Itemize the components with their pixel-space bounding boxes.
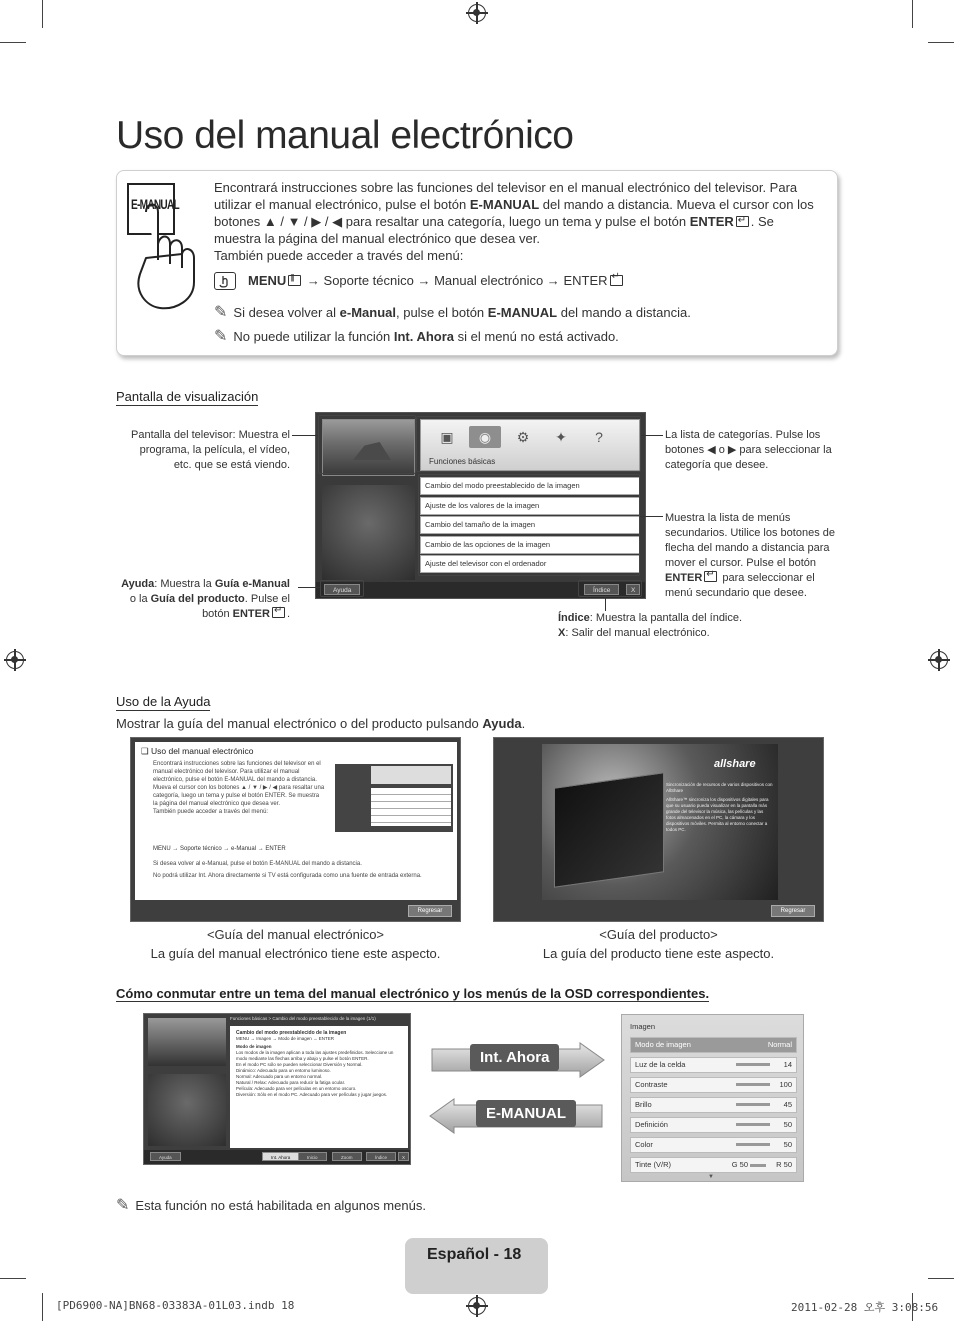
caption-right-title: <Guía del producto> xyxy=(599,927,718,942)
note-text: : Salir del manual electrónico. xyxy=(565,627,710,639)
e-manual-label: E-MANUAL xyxy=(476,1100,576,1127)
note-text-strong: e-Manual xyxy=(339,304,396,320)
help-text-strong: Ayuda xyxy=(482,716,522,731)
note-strong: ENTER xyxy=(665,572,703,584)
note-line xyxy=(214,302,691,322)
menu-label: MENU xyxy=(248,273,287,288)
exit-button[interactable]: X xyxy=(626,584,640,595)
osd-row[interactable] xyxy=(630,1057,797,1073)
emanual-guide-screenshot xyxy=(130,737,461,922)
product-guide-image xyxy=(542,744,778,900)
osd-row-value: 50 xyxy=(783,1140,792,1149)
topic-menu-path: MENU → Imagen → Modo de imagen → ENTER xyxy=(236,1036,335,1041)
category-icon[interactable]: ▣ xyxy=(440,428,454,445)
category-icon[interactable]: ✦ xyxy=(555,428,567,445)
note-strong: Guía e-Manual xyxy=(214,578,290,590)
osd-tint-g: G 50 xyxy=(731,1160,748,1169)
topic-bullet: Película: Adecuado para ver películas en un entorno oscuro. xyxy=(236,1086,357,1091)
osd-row-label: Color xyxy=(635,1140,653,1149)
osd-row-label: Definición xyxy=(635,1120,668,1129)
help-note: Ayuda: Muestra la Guía e-Manual o la Guía del producto. Pulse el botón ENTER↵ . xyxy=(118,577,290,622)
note-text: No puede utilizar la función xyxy=(233,328,394,344)
tv-illustration xyxy=(554,772,664,887)
help-button[interactable]: Ayuda xyxy=(324,584,360,595)
guide-body-text: Encontrará instrucciones sobre las funciones del televisor en el manual electrónico del televisor. Para utilizar el manual electrónico, pulse el botón E-MANUAL del mando a distancia. Mueva el cursor con los botones ▲ / ▼ / ▶ / ◀ para resaltar una categoría, luego un tema y pulse el botón ENTER. Se muestra la página del manual electrónico que desea ver. xyxy=(153,761,325,807)
guide-thumbnail xyxy=(335,764,453,832)
topic-bullet: Diversión: Sólo en el modo PC. Adecuado para ver películas y jugar juegos. xyxy=(236,1092,388,1097)
arrow-left-shape xyxy=(428,1098,604,1134)
index-button[interactable]: Índice xyxy=(366,1152,396,1161)
osd-row[interactable] xyxy=(630,1137,797,1153)
crop-mark xyxy=(42,1293,43,1321)
leader-line xyxy=(641,435,663,436)
note-text: Esta función no está habilitada en algunos menús. xyxy=(135,1197,426,1213)
thumb-category xyxy=(371,766,451,784)
crop-mark xyxy=(928,1278,954,1279)
callout-frame xyxy=(318,415,416,474)
guide-body-text: También puede acceder a través del menú: xyxy=(153,809,269,815)
allshare-logo: allshare xyxy=(714,758,756,770)
product-guide-text xyxy=(666,782,774,833)
osd-title: Imagen xyxy=(630,1022,656,1031)
topic-subtitle: Modo de imagen xyxy=(236,1044,272,1049)
categories-note: La lista de categorías. Pulse los botones ◀ o ▶ para seleccionar la categoría que desee. xyxy=(665,429,832,471)
topic-pc-note: En el modo PC sólo se pueden seleccionar Diversión y Normal. xyxy=(236,1062,363,1067)
registration-mark-icon xyxy=(930,651,948,669)
guide-page xyxy=(135,742,457,900)
guide-notes xyxy=(153,860,445,880)
category-icon[interactable]: ⚙ xyxy=(516,428,530,445)
intro-text: del mando a distancia. Mueva el cursor con los botones ▲ / ▼ / ▶ / ◀ para resaltar una categoría, luego un tema y pulse el botón xyxy=(214,197,814,229)
note-text-strong: Int. Ahora xyxy=(393,328,455,344)
submenu-item[interactable]: Cambio del tamaño de la imagen xyxy=(420,516,640,534)
help-text: . xyxy=(521,716,526,731)
osd-slider xyxy=(736,1063,770,1066)
intro-paragraph xyxy=(214,179,820,264)
menu-path xyxy=(248,273,625,288)
section-heading-help: Uso de la Ayuda xyxy=(116,694,211,709)
category-icon[interactable]: ? xyxy=(595,429,603,445)
registration-mark-icon xyxy=(468,1297,486,1315)
note-text-strong: E-MANUAL xyxy=(487,304,558,320)
osd-tint-r: R 50 xyxy=(776,1160,792,1169)
callout-frame xyxy=(578,580,642,597)
int-ahora-button[interactable]: Int. Ahora xyxy=(262,1152,299,1161)
category-label: Funciones básicas xyxy=(429,457,496,466)
intro-text-strong: ENTER xyxy=(689,214,734,229)
leader-line xyxy=(298,587,320,588)
emanual-topic-screenshot xyxy=(143,1013,411,1165)
guide-note: Si desea volver al e-Manual, pulse el botón E-MANUAL del mando a distancia. xyxy=(153,861,362,867)
guide-body xyxy=(153,760,325,816)
arrow-right-shape xyxy=(430,1042,606,1078)
intro-menu-lead: También puede acceder a través del menú: xyxy=(214,248,464,263)
osd-row[interactable] xyxy=(630,1117,797,1133)
crop-mark xyxy=(0,1278,26,1279)
osd-row-value: Normal xyxy=(767,1040,792,1049)
registration-mark-icon xyxy=(468,4,486,22)
osd-row-label: Tinte (V/R) xyxy=(635,1160,671,1169)
topic-bullet: Natural / Relax: Adecuado para reducir la fatiga ocular. xyxy=(236,1080,346,1085)
help-paragraph xyxy=(116,716,525,731)
note-strong: Ayuda xyxy=(121,578,155,590)
print-date-info: 2011-02-28 오후 3:08:56 xyxy=(791,1301,939,1314)
topic-bullet: Normal: Adecuado para un entorno normal. xyxy=(236,1074,323,1079)
enter-icon xyxy=(736,216,749,227)
enter-label: ENTER xyxy=(563,273,608,288)
leader-line xyxy=(292,435,318,436)
submenu-item[interactable]: Cambio de las opciones de la imagen xyxy=(420,536,640,554)
page-number-badge: Español - 18 xyxy=(405,1238,548,1294)
home-button[interactable]: Inicio xyxy=(298,1152,327,1161)
submenu-item[interactable]: Ajuste de los valores de la imagen xyxy=(420,497,640,515)
note-text: : Muestra la pantalla del índice. xyxy=(589,612,743,624)
guide-menu-path: MENU → Soporte técnico → e-Manual → ENTER xyxy=(153,846,286,852)
menu-icon xyxy=(288,275,301,286)
osd-slider xyxy=(736,1143,770,1146)
osd-row-value: 14 xyxy=(783,1060,792,1069)
crop-mark xyxy=(928,42,954,43)
index-button[interactable]: Índice xyxy=(584,584,619,595)
topic-title: Cambio del modo preestablecido de la imagen xyxy=(236,1030,347,1036)
registration-mark-icon xyxy=(6,651,24,669)
osd-row-mode[interactable] xyxy=(630,1037,797,1053)
guide-note: No podrá utilizar Int. Ahora directamente si TV está configurada como una fuente de entrada externa. xyxy=(153,873,422,879)
osd-row-label: Modo de imagen xyxy=(635,1040,691,1049)
note-text: Muestra la lista de menús secundarios. Utilice los botones de flecha del mando a distancia para mover el cursor. Pulse el botón xyxy=(665,512,835,569)
osd-row-value: 100 xyxy=(779,1080,792,1089)
crop-mark xyxy=(42,0,43,28)
note-strong: Guía del producto xyxy=(150,593,245,605)
osd-row[interactable] xyxy=(630,1077,797,1093)
note-strong: Índice xyxy=(558,612,590,624)
osd-slider xyxy=(736,1103,770,1106)
note-text: : Muestra la xyxy=(154,578,215,590)
zoom-button[interactable]: Zoom xyxy=(332,1152,362,1161)
submenu-item[interactable]: Ajuste del televisor con el ordenador xyxy=(420,555,640,573)
leader-line xyxy=(605,597,606,611)
tv-illustration xyxy=(322,485,415,580)
osd-row-label: Brillo xyxy=(635,1100,652,1109)
crop-mark xyxy=(912,0,913,28)
tv-picture-thumbnail xyxy=(148,1018,226,1066)
category-icon[interactable]: ◉ xyxy=(469,426,501,448)
osd-row-value: 50 xyxy=(783,1120,792,1129)
thumb-list xyxy=(371,788,451,826)
note-text: del mando a distancia. xyxy=(557,304,691,320)
intro-text: . Se muestra la página del manual electrónico que desea ver. xyxy=(214,214,774,246)
hand-touch-icon xyxy=(214,272,236,290)
leader-line xyxy=(640,516,663,517)
return-button[interactable]: Regresar xyxy=(408,905,452,917)
hand-remote-icon xyxy=(126,182,204,312)
e-manual-label: E-MANUAL xyxy=(131,196,179,212)
osd-row-tint[interactable] xyxy=(630,1157,797,1173)
osd-picture-menu xyxy=(621,1014,804,1182)
note-strong: ENTER xyxy=(232,608,270,620)
scroll-down-icon[interactable]: ▼ xyxy=(708,1174,714,1180)
submenu-note xyxy=(665,511,843,601)
topic-page xyxy=(230,1026,408,1148)
section-heading-switch: Cómo conmutar entre un tema del manual electrónico y los menús de la OSD correspondientes. xyxy=(116,986,710,1001)
intro-text-strong: E-MANUAL xyxy=(469,197,540,212)
topic-bullet: Dinámico: Adecuado para un entorno luminoso. xyxy=(236,1068,331,1073)
guide-heading-text: Uso del manual electrónico xyxy=(150,746,254,756)
int-ahora-label: Int. Ahora xyxy=(470,1044,559,1071)
return-button[interactable]: Regresar xyxy=(771,905,815,917)
note-text: para seleccionar el menú secundario que desee. xyxy=(665,572,815,599)
guide-heading: ❑ Uso del manual electrónico xyxy=(141,746,254,756)
print-file-info: [PD6900-NA]BN68-03383A-01L03.indb 18 xyxy=(56,1299,295,1312)
section-heading-display: Pantalla de visualización xyxy=(116,389,259,404)
topic-bottom-bar xyxy=(144,1150,410,1164)
topic-description: Los modos de la imagen aplican a toda las ajustes predefinidos. Seleccione un modo mediante las flechas arriba y abajo y pulse el botón ENTER. xyxy=(236,1050,394,1061)
osd-row-label: Luz de la celda xyxy=(635,1060,686,1069)
note-text: o la xyxy=(129,593,151,605)
enter-icon xyxy=(610,275,623,286)
product-guide-headline: Sincronización de recursos de varios dispositivos con AllShare xyxy=(666,782,773,793)
callout-frame xyxy=(320,580,364,597)
note-text: . Pulse el botón xyxy=(202,593,290,620)
pencil-icon: ✎ xyxy=(116,1197,130,1214)
osd-row-label: Contraste xyxy=(635,1080,668,1089)
note-text: , pulse el botón xyxy=(395,304,488,320)
caption-left-sub: La guía del manual electrónico tiene este aspecto. xyxy=(150,946,441,961)
note-text: si el menú no está activado. xyxy=(454,328,619,344)
tv-illustration xyxy=(148,1074,226,1146)
exit-button[interactable]: X xyxy=(398,1152,409,1161)
note-strong: X xyxy=(558,627,566,639)
callout-frame xyxy=(418,474,640,576)
note-line xyxy=(214,326,619,346)
menu-path-text: → Soporte técnico → Manual electrónico → xyxy=(306,273,560,288)
caption-right-sub: La guía del producto tiene este aspecto. xyxy=(542,946,775,961)
product-guide-screenshot xyxy=(493,737,824,922)
enter-icon xyxy=(704,571,717,582)
osd-slider xyxy=(736,1083,770,1086)
product-guide-body: AllShare™ sincroniza los dispositivos digitales para que su usuario pueda visualizar en la pantalla más grande del televisor la música, las películas y las fotos almacenados en el PC, la cámara y los dispositivos móviles. Permita al entorno conectar a todos PC. xyxy=(666,797,769,832)
pencil-icon: ✎ xyxy=(214,328,228,345)
intro-text: Encontrará instrucciones sobre las funciones del televisor en el manual electrónico del televisor. Para utilizar el manual electrónico, pulse el botón xyxy=(214,180,798,212)
note-text: Si desea volver al xyxy=(233,304,340,320)
osd-row[interactable] xyxy=(630,1097,797,1113)
submenu-item[interactable]: Cambio del modo preestablecido de la imagen xyxy=(420,477,640,495)
caption-left-title: <Guía del manual electrónico> xyxy=(206,927,385,942)
pencil-icon: ✎ xyxy=(214,304,228,321)
page-title: Uso del manual electrónico xyxy=(116,114,574,157)
crop-mark xyxy=(0,42,26,43)
osd-slider xyxy=(750,1164,766,1167)
callout-frame xyxy=(416,416,641,472)
tv-screen-note: Pantalla del televisor: Muestra el programa, la película, el vídeo, etc. que se está viendo. xyxy=(131,429,290,471)
help-text: Mostrar la guía del manual electrónico o del producto pulsando xyxy=(116,716,483,731)
index-exit-note xyxy=(558,611,788,641)
osd-row-value: 45 xyxy=(783,1100,792,1109)
switch-note xyxy=(116,1195,426,1215)
topic-breadcrumb: Funciones básicas > Cambio del modo preestablecido de la imagen (1/1) xyxy=(230,1016,376,1021)
enter-icon xyxy=(272,607,285,618)
help-button[interactable]: Ayuda xyxy=(150,1152,181,1161)
osd-slider xyxy=(736,1123,770,1126)
